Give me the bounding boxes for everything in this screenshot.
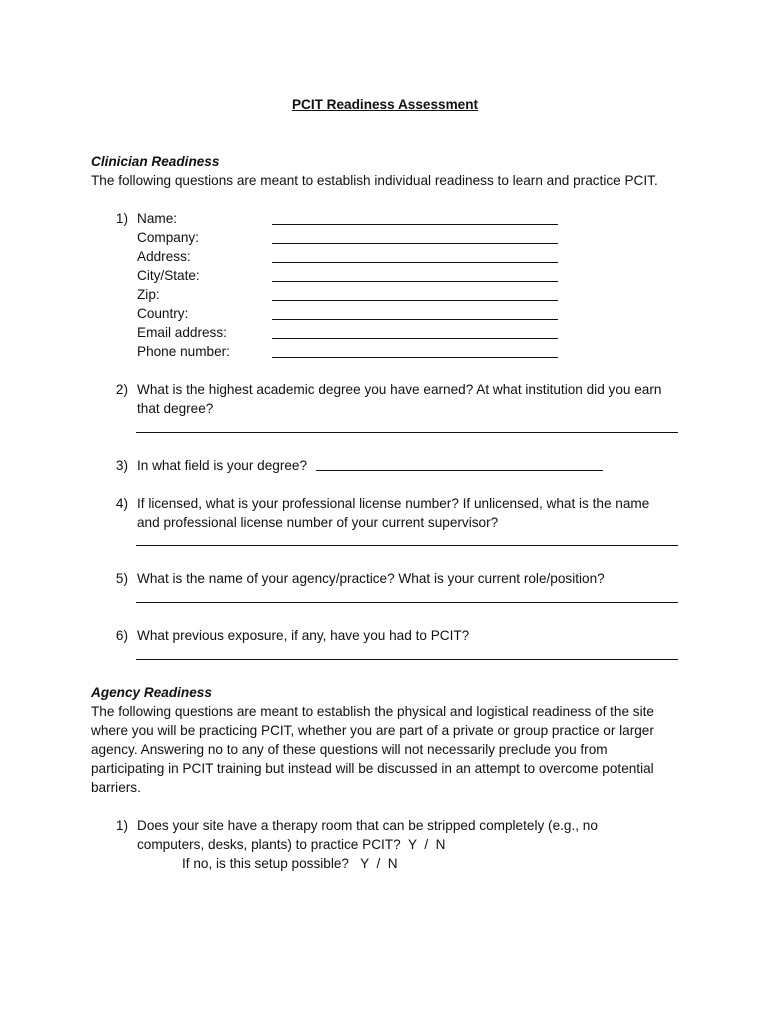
field-label-country: Country: bbox=[137, 306, 189, 321]
address-answer-line[interactable] bbox=[272, 262, 558, 263]
field-label-company: Company: bbox=[137, 230, 199, 245]
phone-answer-line[interactable] bbox=[272, 357, 558, 358]
clinician-readiness-heading: Clinician Readiness bbox=[91, 154, 220, 169]
previous-exposure-answer-line[interactable] bbox=[136, 659, 678, 660]
question-therapy-room-line2: computers, desks, plants) to practice PCIT? Y / N bbox=[137, 837, 446, 852]
agency-intro-line: The following questions are meant to establish the physical and logistical readiness of the site bbox=[91, 704, 654, 719]
agency-role-answer-line[interactable] bbox=[136, 602, 678, 603]
question-degree-field: In what field is your degree? bbox=[137, 458, 308, 473]
question-therapy-room-line1: Does your site have a therapy room that can be stripped completely (e.g., no bbox=[137, 818, 598, 833]
zip-answer-line[interactable] bbox=[272, 300, 558, 301]
question-number: 1) bbox=[115, 818, 128, 833]
field-label-city-state: City/State: bbox=[137, 268, 200, 283]
question-number: 5) bbox=[115, 571, 128, 586]
field-label-zip: Zip: bbox=[137, 287, 160, 302]
clinician-intro: The following questions are meant to establish individual readiness to learn and practice PCIT. bbox=[91, 173, 658, 188]
question-agency-role: What is the name of your agency/practice? What is your current role/position? bbox=[137, 571, 605, 586]
email-answer-line[interactable] bbox=[272, 338, 558, 339]
question-number: 1) bbox=[115, 211, 128, 226]
question-degree-line1: What is the highest academic degree you have earned? At what institution did you earn bbox=[137, 382, 662, 397]
agency-intro-line: barriers. bbox=[91, 780, 141, 795]
degree-answer-line[interactable] bbox=[136, 432, 678, 433]
city-state-answer-line[interactable] bbox=[272, 281, 558, 282]
country-answer-line[interactable] bbox=[272, 319, 558, 320]
field-label-phone: Phone number: bbox=[137, 344, 230, 359]
agency-readiness-heading: Agency Readiness bbox=[91, 685, 212, 700]
document-title: PCIT Readiness Assessment bbox=[291, 97, 479, 112]
question-number: 4) bbox=[115, 496, 128, 511]
degree-field-answer-line[interactable] bbox=[316, 470, 603, 471]
question-license-line1: If licensed, what is your professional license number? If unlicensed, what is the name bbox=[137, 496, 650, 511]
company-answer-line[interactable] bbox=[272, 243, 558, 244]
name-answer-line[interactable] bbox=[272, 224, 558, 225]
question-number: 3) bbox=[115, 458, 128, 473]
question-number: 6) bbox=[115, 628, 128, 643]
question-setup-possible: If no, is this setup possible? Y / N bbox=[182, 856, 398, 871]
agency-intro-line: participating in PCIT training but instead will be discussed in an attempt to overcome potential bbox=[91, 761, 654, 776]
field-label-email: Email address: bbox=[137, 325, 227, 340]
field-label-name: Name: bbox=[137, 211, 178, 226]
question-license-line2: and professional license number of your current supervisor? bbox=[137, 515, 499, 530]
agency-intro-line: where you will be practicing PCIT, whether you are part of a private or group practice or larger bbox=[91, 723, 654, 738]
question-previous-exposure: What previous exposure, if any, have you had to PCIT? bbox=[137, 628, 470, 643]
license-answer-line[interactable] bbox=[136, 545, 678, 546]
question-number: 2) bbox=[115, 382, 128, 397]
field-label-address: Address: bbox=[137, 249, 191, 264]
agency-intro-line: agency. Answering no to any of these questions will not necessarily preclude you from bbox=[91, 742, 608, 757]
question-degree-line2: that degree? bbox=[137, 401, 214, 416]
